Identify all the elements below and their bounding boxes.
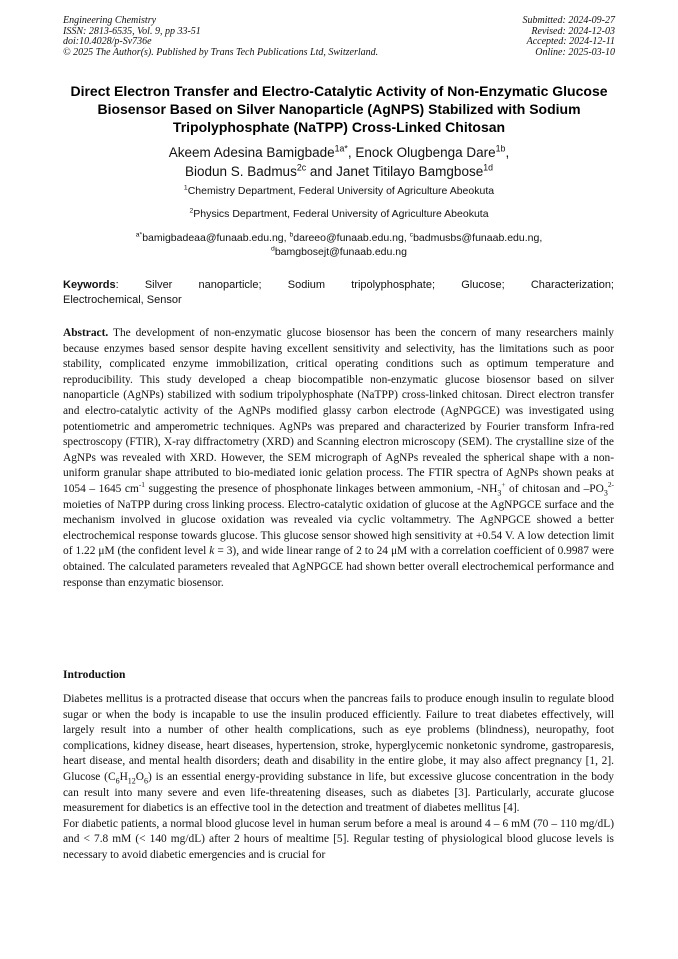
author-separator: , — [347, 145, 356, 160]
journal-header-right — [523, 16, 616, 58]
unit-superscript: -1 — [138, 480, 145, 490]
author-superscript: 1a* — [334, 143, 348, 154]
variable-k: k — [209, 545, 215, 558]
email-link[interactable]: bamigbadeaa@funaab.edu.ng — [142, 232, 284, 244]
formula-subscript: 12 — [127, 776, 136, 786]
email-link[interactable]: dareeo@funaab.edu.ng — [293, 232, 404, 244]
formula-subscript: 3 — [603, 488, 608, 498]
date-accepted: Accepted: 2024-12-11 — [526, 36, 615, 47]
abstract-label: Abstract. — [63, 327, 109, 339]
section-heading-introduction: Introduction — [63, 669, 126, 681]
formula-superscript: 2- — [607, 480, 614, 490]
keywords-label: Keywords — [63, 279, 116, 291]
email-superscript: d — [271, 245, 275, 253]
abstract-text: The development of non-enzymatic glucose biosensor has been the concern of many researchers mainly because enzymes based sensor despite having excellent sensitivity and selectivity, has the limitations such as poor stability, complicated enzyme immobilization, critical operating conditions such as optimum temperature and reproducibility. This study developed a cheap biocompatible non-enzymatic glucose biosensor based on silver nanoparticle (AgNPs) stabilized with sodium tripolyphosphate (NaTPP) cross-linked chitosan. Direct electron transfer and electro-catalytic activity of the AgNPs modified glassy carbon electrode (AgNPGCE) was investigated using potentiometric and amperometric techniques. AgNPs was prepared and characterized by Fourier transform Infra-red spectroscopy (FTIR), X-ray diffractometry (XRD) and Scanning electron microscopy (SEM). The crystalline size of the AgNPs was revealed with XRD. However, the SEM micrograph of AgNPs revealed the spherical shape with a non-uniform granular shape attributed to bio-mediated ionic gelation process. The FTIR spectra of AgNPs shown peaks at 1054 – 1645 cm — [63, 327, 614, 495]
abstract-text: moieties of NaTPP during cross linking process. Electro-catalytic oxidation of glucose at the AgNPGCE surface and the mechanism involved in glucose oxidation was revealed via cyclic voltammetry. The AgNPGCE showed a better electrochemical response towards glucose. This glucose sensor showed high sensitivity at +0.54 V. A low detection limit of 1.22 μM (the confident level — [63, 498, 614, 558]
author-name: Akeem Adesina Bamigbade — [168, 145, 335, 160]
formula-subscript: 3 — [497, 488, 502, 498]
keywords-list-continued: Electrochemical, Sensor — [63, 293, 182, 306]
copyright-notice: © 2025 The Author(s). Published by Trans Tech Publications Ltd, Switzerland. — [63, 46, 379, 58]
author-list — [40, 143, 638, 181]
date-revised: Revised: 2024-12-03 — [531, 25, 615, 37]
author-emails: $^{a*}$bamigbadeaa@funaab.edu.ng, $^b$dareeo@funaab.edu.ng, $^c$badmusbs@funaab.edu.ng, $^d$bamgbosejt@funaab.edu.ng — [135, 231, 543, 258]
keywords-block — [63, 278, 614, 307]
formula-element: H — [119, 770, 128, 783]
author-name: Enock Olugbenga Dare — [355, 145, 496, 160]
paragraph-text: ) is an essential energy-providing substance in life, but excessive glucose concentration in the body can result into many severe and even life-threatening diseases, such as diabetes [3]. Particularly, accurate glucose measurement for diabetics is an effective tool in the detection and treatment of diabetes mellitus [4]. — [63, 770, 614, 815]
formula-subscript: 6 — [115, 776, 120, 786]
email-superscript: c — [409, 231, 414, 239]
formula-superscript: + — [501, 480, 506, 490]
author-separator: , — [505, 145, 510, 160]
paragraph-text: Diabetes mellitus is a protracted disease that occurs when the pancreas fails to produce enough insulin to regulate blood sugar or when the body is incapable to use the insulin produced efficiently. Failure to treat diabetes effectively, will largely result into a number of other health complications, such as eye problems (blindness), neuropathy, foot complications, kidney disease, heart diseases, hypertension, stroke, hyperglycemic nonketonic syndrome, gastroparesis, heart disease, and mental health disorders; death and disability in the entire globe, it may also affect pregnancy [1, 2]. Glucose (C — [63, 693, 614, 783]
paragraph: For diabetic patients, a normal blood glucose level in human serum before a meal is around 4 – 6 mM (70 – 110 mg/dL) and < 7.8 mM (< 140 mg/dL) after 2 hours of mealtime [5]. Regular testing of physiological blood glucose levels is necessary to avoid diabetic emergencies and is crucial for — [63, 817, 614, 861]
abstract — [63, 326, 614, 591]
keywords-line — [63, 278, 614, 293]
affiliation-superscript: 2 — [189, 207, 194, 215]
formula-element: O — [135, 770, 144, 783]
date-submitted: Submitted: 2024-09-27 — [522, 15, 615, 26]
journal-doi[interactable]: doi:10.4028/p-Sv736e — [63, 36, 152, 47]
affiliation-2 — [40, 208, 638, 221]
abstract-text: of chitosan and –PO — [505, 482, 604, 495]
paper-title: Direct Electron Transfer and Electro-Catalytic Activity of Non-Enzymatic Glucose Biosensor Based on Silver Nanoparticle (AgNPS) Stabilized with Sodium Tripolyphosphate (NaTPP) Cross-Linked Chitosan — [70, 83, 608, 135]
author-separator: and — [306, 164, 337, 179]
journal-name: Engineering Chemistry — [63, 15, 157, 26]
email-link[interactable]: bamgbosejt@funaab.edu.ng — [274, 246, 407, 258]
abstract-text: = 3), and wide linear range of 2 to 24 μM with a correlation coefficient of 0.9987 were obtained. The calculated parameters revealed that AgNPGCE had shown better overall electrochemical performance and response than enzymatic biosensor. — [63, 545, 614, 589]
affiliation-superscript: 1 — [183, 184, 188, 192]
affiliation-text: Physics Department, Federal University of Agriculture Abeokuta — [193, 208, 489, 220]
affiliation-1 — [40, 185, 638, 198]
email-superscript: b — [289, 231, 294, 239]
formula-subscript: 6 — [144, 776, 148, 786]
paragraph — [63, 692, 614, 817]
keywords-list: : Silver nanoparticle; Sodium tripolyphosphate; Glucose; Characterization; — [115, 279, 614, 291]
journal-issn: ISSN: 2813-6535, Vol. 9, pp 33-51 — [63, 25, 201, 37]
author-superscript: 2c — [296, 162, 307, 173]
affiliation-text: Chemistry Department, Federal University of Agriculture Abeokuta — [187, 185, 495, 197]
author-name: Biodun S. Badmus — [185, 164, 297, 179]
introduction-body — [63, 692, 614, 864]
date-online: Online: 2025-03-10 — [535, 46, 615, 58]
email-superscript: a* — [135, 231, 143, 239]
author-superscript: 1b — [495, 143, 506, 154]
author-superscript: 1d — [483, 162, 493, 173]
email-link[interactable]: badmusbs@funaab.edu.ng — [413, 232, 540, 244]
journal-header-left — [63, 16, 378, 58]
author-name: Janet Titilayo Bamgbose — [336, 164, 484, 179]
abstract-text: suggesting the presence of phosphonate linkages between ammonium, -NH — [144, 482, 498, 495]
